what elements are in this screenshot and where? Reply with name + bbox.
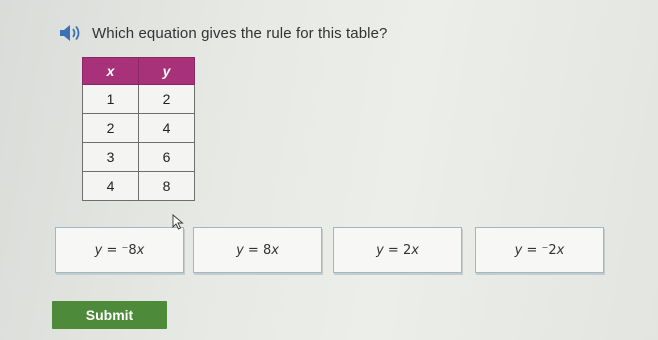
choice-coefficient: ⁻8 bbox=[121, 242, 137, 258]
choice-var: x bbox=[136, 242, 145, 258]
choice-2x[interactable]: y = 2 x bbox=[333, 227, 462, 273]
choice-lhs: y bbox=[514, 242, 523, 258]
choice-coefficient: 2 bbox=[402, 242, 412, 258]
submit-button[interactable]: Submit bbox=[52, 301, 167, 329]
table-row bbox=[83, 85, 195, 114]
table-cell: 8 bbox=[139, 172, 195, 201]
table-header-y: y bbox=[139, 58, 195, 85]
mouse-cursor-icon bbox=[172, 214, 184, 230]
choice-neg-2x[interactable]: y = ⁻2 x bbox=[475, 227, 604, 273]
table-row bbox=[83, 172, 195, 201]
choice-coefficient: ⁻2 bbox=[541, 242, 557, 258]
table-cell: 3 bbox=[83, 143, 139, 172]
table-row bbox=[83, 114, 195, 143]
table-cell: 4 bbox=[83, 172, 139, 201]
choice-8x[interactable]: y = 8 x bbox=[193, 227, 322, 273]
table-cell: 6 bbox=[139, 143, 195, 172]
choice-coefficient: 8 bbox=[262, 242, 272, 258]
table-header-x: x bbox=[83, 58, 139, 85]
choice-var: x bbox=[271, 242, 279, 258]
choice-var: x bbox=[556, 242, 565, 258]
question-text: Which equation gives the rule for this table? bbox=[92, 24, 388, 42]
choice-var: x bbox=[411, 242, 419, 258]
choice-lhs: y bbox=[94, 242, 103, 258]
choice-lhs: y bbox=[236, 242, 244, 258]
table-row bbox=[83, 143, 195, 172]
question-row bbox=[58, 22, 388, 44]
choice-neg-8x[interactable]: y = ⁻8 x bbox=[55, 227, 184, 273]
choice-lhs: y bbox=[376, 242, 384, 258]
rule-table bbox=[82, 57, 195, 201]
table-cell: 1 bbox=[83, 85, 139, 114]
table-cell: 2 bbox=[83, 114, 139, 143]
table-header-row bbox=[83, 58, 195, 85]
table-cell: 4 bbox=[139, 114, 195, 143]
table-cell: 2 bbox=[139, 85, 195, 114]
speaker-icon[interactable] bbox=[58, 22, 84, 44]
